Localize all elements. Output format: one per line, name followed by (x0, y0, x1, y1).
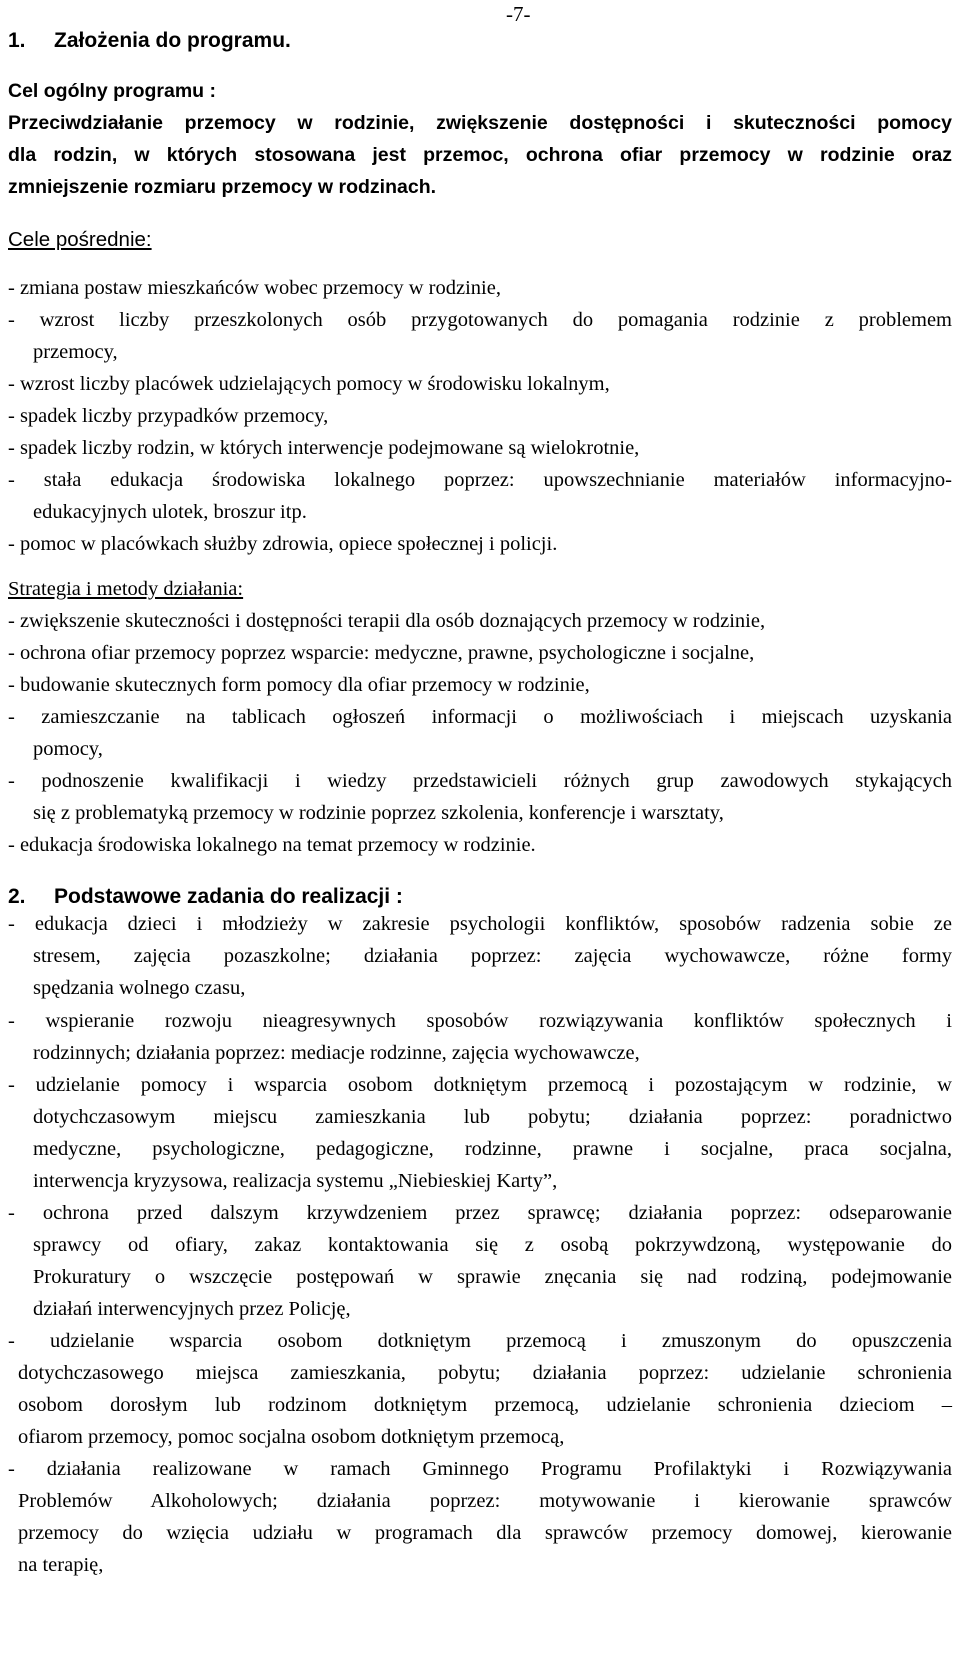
intermediate-item: - pomoc w placówkach służby zdrowia, opiece społecznej i policji. (8, 533, 558, 555)
goal-line: dla rodzin, w których stosowana jest przemoc, ochrona ofiar przemocy w rodzinie oraz (8, 144, 952, 166)
goal-heading: Cel ogólny programu : (8, 80, 217, 102)
strategy-heading: Strategia i metody działania: (8, 578, 244, 600)
intermediate-goals-heading: Cele pośrednie: (8, 228, 152, 251)
section-1-title-text: Założenia do programu. (54, 29, 291, 52)
strategy-item-cont: się z problematyką przemocy w rodzinie poprzez szkolenia, konferencje i warsztaty, (33, 802, 724, 824)
task-item-cont: Prokuratury o wszczęcie postępowań w sprawie znęcania się nad rodziną, podejmowanie (33, 1266, 952, 1288)
task-item: - udzielanie wsparcia osobom dotkniętym przemocą i zmuszonym do opuszczenia (8, 1330, 952, 1352)
task-item-cont: rodzinnych; działania poprzez: mediacje rodzinne, zajęcia wychowawcze, (33, 1042, 640, 1064)
task-item-cont: spędzania wolnego czasu, (33, 977, 246, 999)
strategy-item-cont: pomocy, (33, 738, 103, 760)
intermediate-item-cont: edukacyjnych ulotek, broszur itp. (33, 501, 307, 523)
strategy-item: - zamieszczanie na tablicach ogłoszeń informacji o możliwościach i miejscach uzyskania (8, 706, 952, 728)
intermediate-item: - spadek liczby przypadków przemocy, (8, 405, 329, 427)
task-item-cont: osobom dorosłym lub rodzinom dotkniętym przemocą, udzielanie schronienia dzieciom – (18, 1394, 952, 1416)
task-item-cont: dotychczasowym miejscu zamieszkania lub pobytu; działania poprzez: poradnictwo (33, 1106, 952, 1128)
task-item: - ochrona przed dalszym krzywdzeniem przez sprawcę; działania poprzez: odseparowanie (8, 1202, 952, 1224)
strategy-item: - edukacja środowiska lokalnego na temat przemocy w rodzinie. (8, 834, 536, 856)
goal-line: zmniejszenie rozmiaru przemocy w rodzinach. (8, 176, 437, 198)
task-item-cont: ofiarom przemocy, pomoc socjalna osobom dotkniętym przemocą, (18, 1426, 565, 1448)
task-item: - działania realizowane w ramach Gminnego Programu Profilaktyki i Rozwiązywania (8, 1458, 952, 1480)
strategy-item: - podnoszenie kwalifikacji i wiedzy przedstawicieli różnych grup zawodowych stykających (8, 770, 952, 792)
section-2-title (8, 883, 403, 910)
section-1-number: 1. (8, 29, 26, 52)
intermediate-item: - spadek liczby rodzin, w których interwencje podejmowane są wielokrotnie, (8, 437, 640, 459)
task-item-cont: na terapię, (18, 1554, 104, 1576)
task-item-cont: medyczne, psychologiczne, pedagogiczne, rodzinne, prawne i socjalne, praca socjalna, (33, 1138, 952, 1160)
strategy-item: - ochrona ofiar przemocy poprzez wsparcie: medyczne, prawne, psychologiczne i socjalne, (8, 642, 755, 664)
task-item-cont: Problemów Alkoholowych; działania poprzez: motywowanie i kierowanie sprawców (18, 1490, 952, 1512)
task-item: - wspieranie rozwoju nieagresywnych sposobów rozwiązywania konfliktów społecznych i (8, 1010, 952, 1032)
task-item: - udzielanie pomocy i wsparcia osobom dotkniętym przemocą i pozostającym w rodzinie, w (8, 1074, 952, 1096)
task-item-cont: interwencja kryzysowa, realizacja systemu „Niebieskiej Karty”, (33, 1170, 558, 1192)
strategy-item: - zwiększenie skuteczności i dostępności terapii dla osób doznających przemocy w rodzinie, (8, 610, 766, 632)
section-2-number: 2. (8, 885, 26, 908)
section-1-title (8, 27, 291, 54)
intermediate-item: - zmiana postaw mieszkańców wobec przemocy w rodzinie, (8, 277, 501, 299)
page-number: -7- (506, 2, 531, 26)
intermediate-item-cont: przemocy, (33, 341, 118, 363)
task-item-cont: przemocy do wzięcia udziału w programach dla sprawców przemocy domowej, kierowanie (18, 1522, 952, 1544)
goal-line: Przeciwdziałanie przemocy w rodzinie, zwiększenie dostępności i skuteczności pomocy (8, 112, 952, 134)
intermediate-item: - wzrost liczby przeszkolonych osób przygotowanych do pomagania rodzinie z problemem (8, 309, 952, 331)
task-item-cont: działań interwencyjnych przez Policję, (33, 1298, 351, 1320)
strategy-item: - budowanie skutecznych form pomocy dla ofiar przemocy w rodzinie, (8, 674, 590, 696)
task-item-cont: sprawcy od ofiary, zakaz kontaktowania się z osobą pokrzywdzoną, występowanie do (33, 1234, 952, 1256)
task-item-cont: stresem, zajęcia pozaszkolne; działania poprzez: zajęcia wychowawcze, różne formy (33, 945, 952, 967)
task-item: - edukacja dzieci i młodzieży w zakresie psychologii konfliktów, sposobów radzenia sobie ze (8, 913, 952, 935)
intermediate-item: - stała edukacja środowiska lokalnego poprzez: upowszechnianie materiałów informacyjno- (8, 469, 952, 491)
task-item-cont: dotychczasowego miejsca zamieszkania, pobytu; działania poprzez: udzielanie schronienia (18, 1362, 952, 1384)
section-2-title-text: Podstawowe zadania do realizacji : (54, 885, 403, 908)
intermediate-item: - wzrost liczby placówek udzielających pomocy w środowisku lokalnym, (8, 373, 610, 395)
